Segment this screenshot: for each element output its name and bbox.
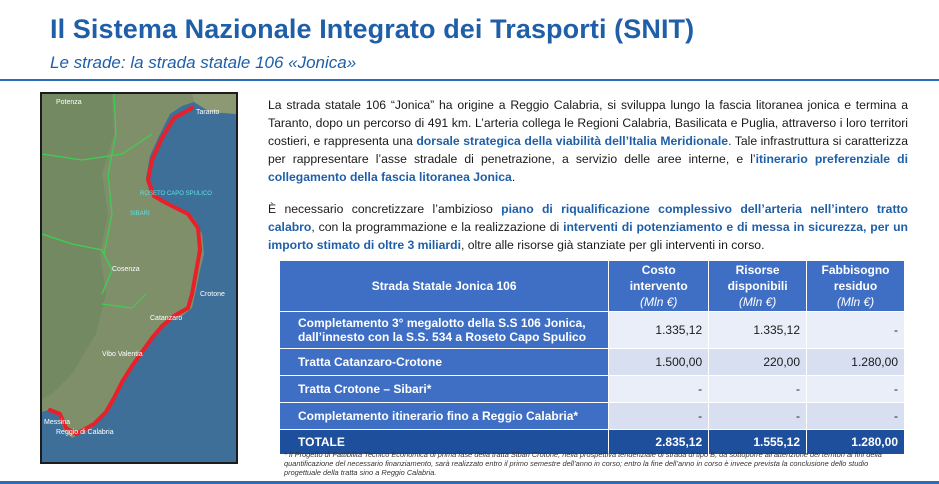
cell-risorse: - <box>709 403 807 430</box>
total-fabbisogno: 1.280,00 <box>807 430 905 455</box>
cell-fabbisogno: - <box>807 312 905 349</box>
header-divider <box>0 79 939 81</box>
row-label: Completamento 3° megalotto della S.S 106 Jonica, dall’innesto con la S.S. 534 a Roseto Capo Spulico <box>280 312 609 349</box>
intro-highlight-1: dorsale strategica della viabilità dell’Italia Meridionale <box>416 134 729 148</box>
page-title: Il Sistema Nazionale Integrato dei Trasporti (SNIT) <box>50 14 695 44</box>
plan-text-2: , con la programmazione e la realizzazione di <box>311 220 564 234</box>
funding-table <box>279 260 905 455</box>
cell-costo: - <box>609 403 709 430</box>
total-label: TOTALE <box>280 430 609 455</box>
map-label-crotone: Crotone <box>200 291 225 298</box>
table-header-row <box>280 261 905 312</box>
header-fabbisogno: Fabbisogno residuo (Mln €) <box>807 261 905 312</box>
total-costo: 2.835,12 <box>609 430 709 455</box>
page-subtitle: Le strade: la strada statale 106 «Jonica» <box>50 53 357 72</box>
map-label-sibari: SIBARI <box>130 211 150 217</box>
row-label: Tratta Catanzaro-Crotone <box>280 349 609 376</box>
map-label-cosenza: Cosenza <box>112 266 140 273</box>
intro-paragraph <box>268 96 908 186</box>
header-strada: Strada Statale Jonica 106 <box>280 261 609 312</box>
intro-text-2: . Tale infrastruttura si caratterizza per rappresentare l’asse stradale di penetrazione, a servizio delle aree interne, e l’ <box>268 134 908 166</box>
row-label: Completamento itinerario fino a Reggio Calabria* <box>280 403 609 430</box>
map-label-roseto: ROSETO CAPO SPULICO <box>140 191 212 197</box>
row-label: Tratta Crotone – Sibari* <box>280 376 609 403</box>
plan-paragraph <box>268 200 908 254</box>
plan-text-3: , oltre alle risorse già stanziate per gli interventi in corso. <box>461 238 765 252</box>
plan-text-1: È necessario concretizzare l’ambizioso <box>268 202 502 216</box>
plan-highlight-2: interventi di potenziamento e di messa in sicurezza, per un importo stimato di oltre 3 miliardi <box>268 220 908 252</box>
cell-fabbisogno: - <box>807 403 905 430</box>
intro-text-3: . <box>511 170 516 184</box>
cell-risorse: 220,00 <box>709 349 807 376</box>
cell-risorse: - <box>709 376 807 403</box>
cell-costo: 1.500,00 <box>609 349 709 376</box>
footnote: * Il Progetto di Fattibilità Tecnico Economica di prima fase della tratta Sibari Crotone, nella prospettiva tendenziale di strada di tipo B, da sottoporre all’attenzione dei territori ai fini della quantificazione del necessario finanziamento, sarà realizzato entro il primo semestre dell’anno in corso; entro la fine dell’anno in corso è invece prevista la conclusione dello studio progettuale della tratta sino a Reggio Calabria. <box>284 450 882 477</box>
intro-highlight-2: itinerario preferenziale di collegamento della fascia litoranea Jonica <box>268 152 908 184</box>
table-row <box>280 376 905 403</box>
cell-fabbisogno: 1.280,00 <box>807 349 905 376</box>
cell-costo: - <box>609 376 709 403</box>
map-label-messina: Messina <box>44 419 71 426</box>
table-row <box>280 312 905 349</box>
header-risorse: Risorse disponibili (Mln €) <box>709 261 807 312</box>
table-row <box>280 403 905 430</box>
map-image <box>40 92 238 464</box>
map-svg <box>42 94 236 462</box>
cell-risorse: 1.335,12 <box>709 312 807 349</box>
map-label-reggio: Reggio di Calabria <box>56 429 114 436</box>
map-label-taranto: Taranto <box>196 109 220 116</box>
table-row <box>280 349 905 376</box>
map-label-catanzaro: Catanzaro <box>150 315 183 322</box>
intro-text-1: La strada statale 106 “Jonica” ha origine a Reggio Calabria, si sviluppa lungo la fascia litoranea jonica e termina a Taranto, dopo un percorso di 491 km. L’arteria collega le Regioni Calabria, Basilicata e Puglia, attraverso i loro territori costieri, e rappresenta una <box>268 98 908 148</box>
cell-fabbisogno: - <box>807 376 905 403</box>
plan-highlight-1: piano di riqualificazione complessivo dell’arteria nell’intero tratto calabro <box>268 202 909 234</box>
header-costo: Costo intervento (Mln €) <box>609 261 709 312</box>
map-label-potenza: Potenza <box>56 99 82 106</box>
map-label-vibo-valentia: Vibo Valentia <box>102 351 143 358</box>
total-risorse: 1.555,12 <box>709 430 807 455</box>
cell-costo: 1.335,12 <box>609 312 709 349</box>
